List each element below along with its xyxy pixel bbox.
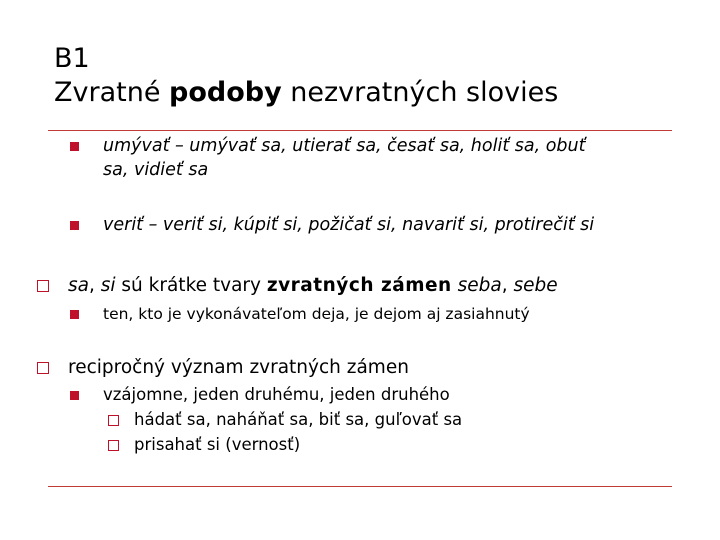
title-divider — [48, 130, 672, 131]
list-item-sa-si — [68, 274, 558, 298]
square-bullet-icon — [70, 391, 79, 400]
square-bullet-icon — [70, 221, 79, 230]
text-sep: , — [501, 275, 514, 296]
hollow-square-bullet-icon — [108, 440, 119, 451]
list-item-umyvat-line2: sa, vidieť sa — [103, 160, 209, 180]
title-text-post: nezvratných slovies — [281, 77, 559, 108]
list-item-sa-si-sub: ten, kto je vykonávateľom deja, je dejom aj zasiahnutý — [103, 305, 530, 323]
title-line-2 — [54, 76, 558, 110]
text-sep: , — [88, 275, 101, 296]
text-sebe: sebe — [513, 275, 558, 296]
square-bullet-icon — [70, 310, 79, 319]
text-seba: seba — [457, 275, 502, 296]
title-text-pre: Zvratné — [54, 77, 170, 108]
list-item-umyvat-line1: umývať – umývať sa, utierať sa, česať sa, holiť sa, obuť — [103, 136, 586, 156]
square-bullet-icon — [70, 142, 79, 151]
hollow-square-bullet-icon — [108, 415, 119, 426]
footer-divider — [48, 486, 672, 487]
text-mid: sú krátke tvary — [115, 275, 267, 296]
text-sa: sa — [68, 275, 89, 296]
hollow-square-bullet-icon — [37, 362, 49, 374]
list-item-recip-sub: vzájomne, jeden druhému, jeden druhého — [103, 385, 450, 404]
list-item-recip-sub-a: hádať sa, naháňať sa, biť sa, guľovať sa — [134, 410, 463, 429]
slide-title — [54, 42, 558, 110]
title-line-1: B1 — [54, 43, 90, 74]
text-si: si — [100, 275, 116, 296]
title-text-bold: podoby — [169, 77, 282, 108]
hollow-square-bullet-icon — [37, 280, 49, 292]
list-item-recip-sub-b: prisahať si (vernosť) — [134, 435, 301, 454]
list-item-verit: veriť – veriť si, kúpiť si, požičať si, navariť si, protirečiť si — [103, 215, 595, 235]
list-item-recip: recipročný význam zvratných zámen — [68, 357, 409, 378]
text-zvratnych-zamen: zvratných zámen — [266, 275, 452, 296]
